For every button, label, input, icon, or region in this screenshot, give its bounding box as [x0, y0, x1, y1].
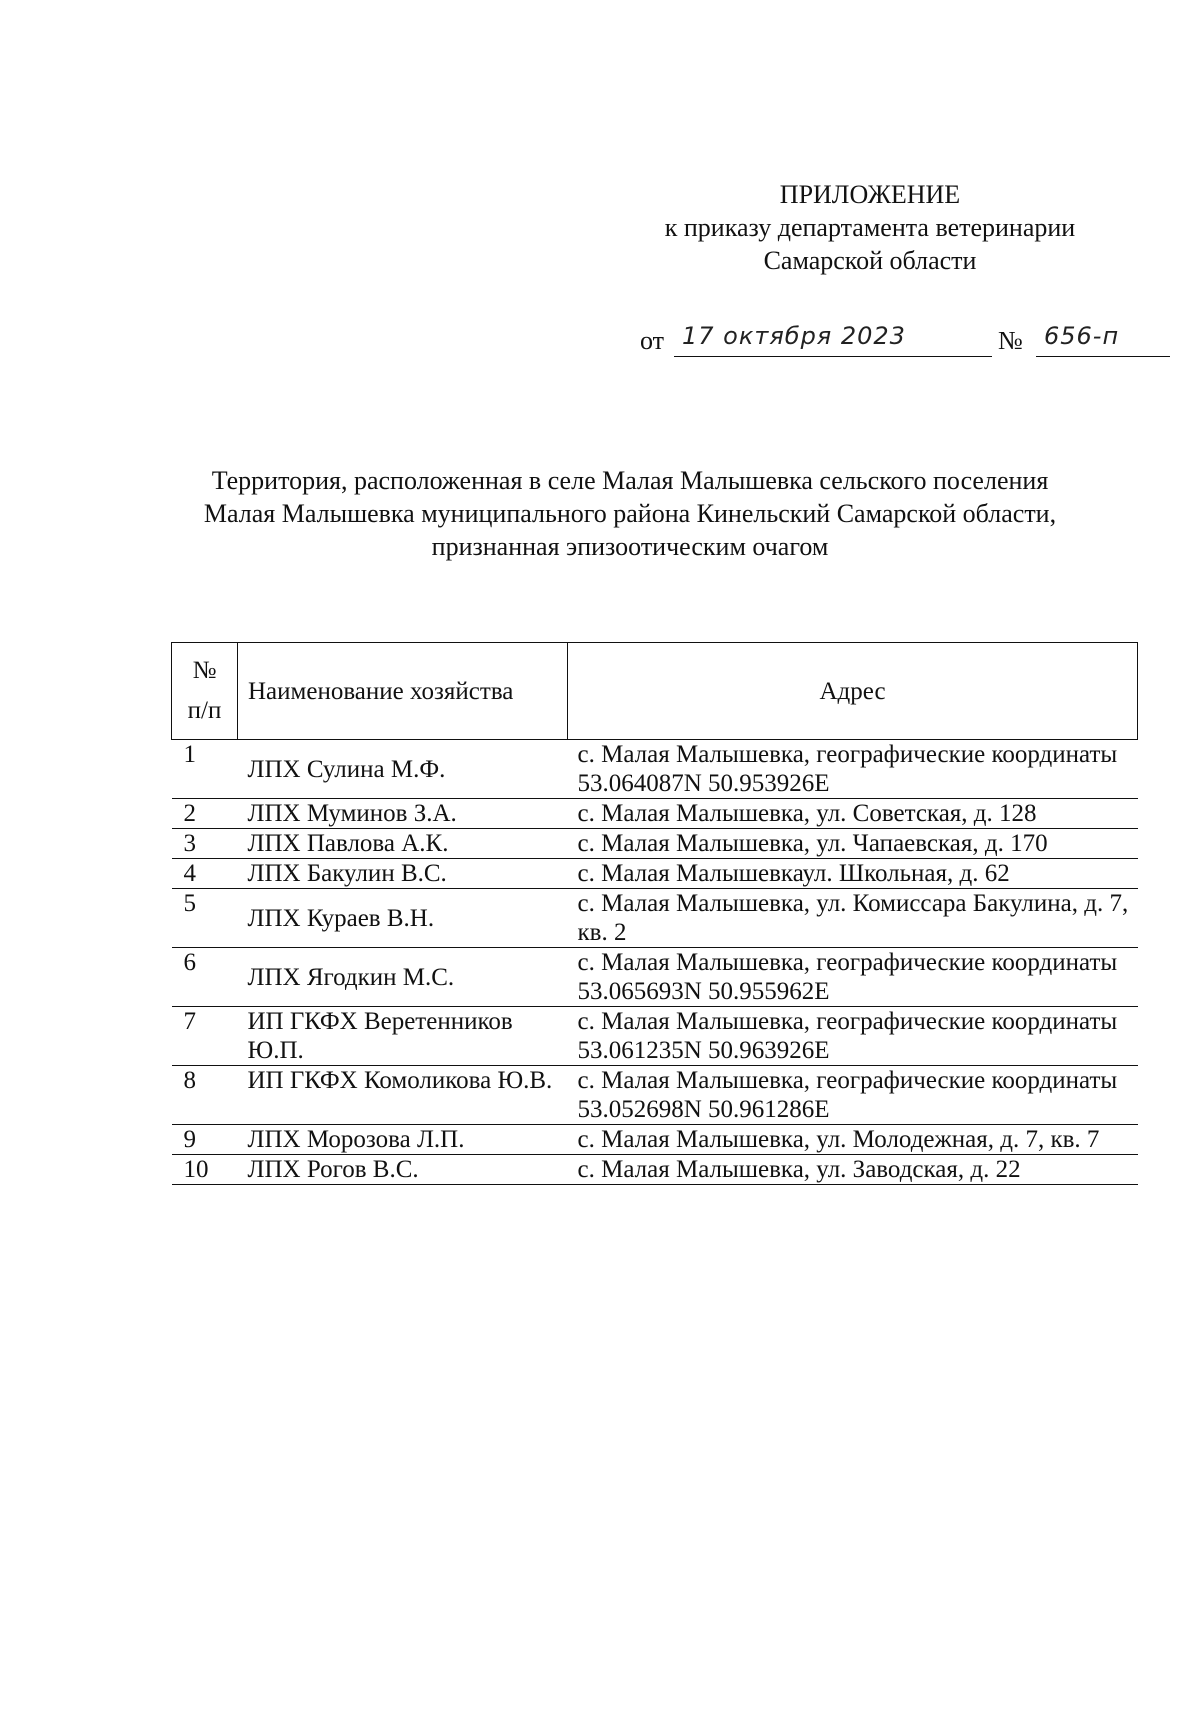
farm-name: ЛПХ Муминов З.А.	[238, 799, 568, 829]
row-number: 10	[172, 1155, 238, 1185]
table-row	[172, 859, 1138, 889]
farms-table	[171, 642, 1138, 1185]
row-number: 5	[172, 889, 238, 948]
handwritten-date: 17 октября 2023	[682, 322, 906, 350]
date-prefix: от	[640, 326, 665, 355]
farm-name: ЛПХ Ягодкин М.С.	[238, 948, 568, 1007]
farm-address: с. Малая Малышевка, ул. Комиссара Бакулина, д. 7, кв. 2	[568, 889, 1138, 948]
appendix-header	[610, 178, 1130, 277]
document-title	[140, 464, 1120, 563]
table-row	[172, 1125, 1138, 1155]
row-number: 8	[172, 1066, 238, 1125]
row-number: 6	[172, 948, 238, 1007]
appendix-line-2: Самарской области	[763, 246, 977, 275]
title-line-3: признанная эпизоотическим очагом	[431, 532, 829, 561]
farm-address: с. Малая Малышевка, географические координаты 53.064087N 50.953926E	[568, 740, 1138, 799]
header-number-pp: п/п	[187, 697, 222, 724]
header-address: Адрес	[568, 643, 1138, 740]
header-number	[172, 643, 238, 740]
table-row	[172, 799, 1138, 829]
farm-name: ЛПХ Сулина М.Ф.	[238, 740, 568, 799]
farm-name: ЛПХ Кураев В.Н.	[238, 889, 568, 948]
table-row	[172, 829, 1138, 859]
farm-address: с. Малая Малышевка, ул. Чапаевская, д. 170	[568, 829, 1138, 859]
appendix-line-1: к приказу департамента ветеринарии	[664, 213, 1076, 242]
row-number: 2	[172, 799, 238, 829]
farm-address: с. Малая Малышевка, ул. Молодежная, д. 7, кв. 7	[568, 1125, 1138, 1155]
date-underline	[674, 356, 992, 357]
header-number-sign: №	[192, 657, 217, 684]
table-row	[172, 948, 1138, 1007]
table-row	[172, 889, 1138, 948]
handwritten-number: 656-п	[1044, 322, 1120, 350]
farm-address: с. Малая Малышевка, географические координаты 53.065693N 50.955962E	[568, 948, 1138, 1007]
farm-name: ИП ГКФХ Веретенников Ю.П.	[238, 1007, 568, 1066]
farm-name: ЛПХ Павлова А.К.	[238, 829, 568, 859]
table-body	[172, 740, 1138, 1185]
number-underline	[1036, 356, 1170, 357]
table-row	[172, 1007, 1138, 1066]
appendix-title: ПРИЛОЖЕНИЕ	[779, 180, 961, 209]
row-number: 9	[172, 1125, 238, 1155]
farm-address: с. Малая Малышевка, географические координаты 53.052698N 50.961286E	[568, 1066, 1138, 1125]
farm-name: ЛПХ Рогов В.С.	[238, 1155, 568, 1185]
title-line-1: Территория, расположенная в селе Малая Малышевка сельского поселения	[211, 466, 1049, 495]
number-sign: №	[998, 326, 1023, 355]
title-line-2: Малая Малышевка муниципального района Кинельский Самарской области,	[203, 499, 1057, 528]
row-number: 7	[172, 1007, 238, 1066]
farm-address: с. Малая Малышевкаул. Школьная, д. 62	[568, 859, 1138, 889]
row-number: 1	[172, 740, 238, 799]
farm-address: с. Малая Малышевка, ул. Заводская, д. 22	[568, 1155, 1138, 1185]
farm-name: ЛПХ Морозова Л.П.	[238, 1125, 568, 1155]
farm-name: ИП ГКФХ Комоликова Ю.В.	[238, 1066, 568, 1125]
table-header-row	[172, 643, 1138, 740]
table-row	[172, 740, 1138, 799]
header-farm-name: Наименование хозяйства	[238, 643, 568, 740]
farm-address: с. Малая Малышевка, ул. Советская, д. 128	[568, 799, 1138, 829]
farm-name: ЛПХ Бакулин В.С.	[238, 859, 568, 889]
row-number: 4	[172, 859, 238, 889]
row-number: 3	[172, 829, 238, 859]
table-row	[172, 1155, 1138, 1185]
farm-address: с. Малая Малышевка, географические координаты 53.061235N 50.963926E	[568, 1007, 1138, 1066]
table-row	[172, 1066, 1138, 1125]
